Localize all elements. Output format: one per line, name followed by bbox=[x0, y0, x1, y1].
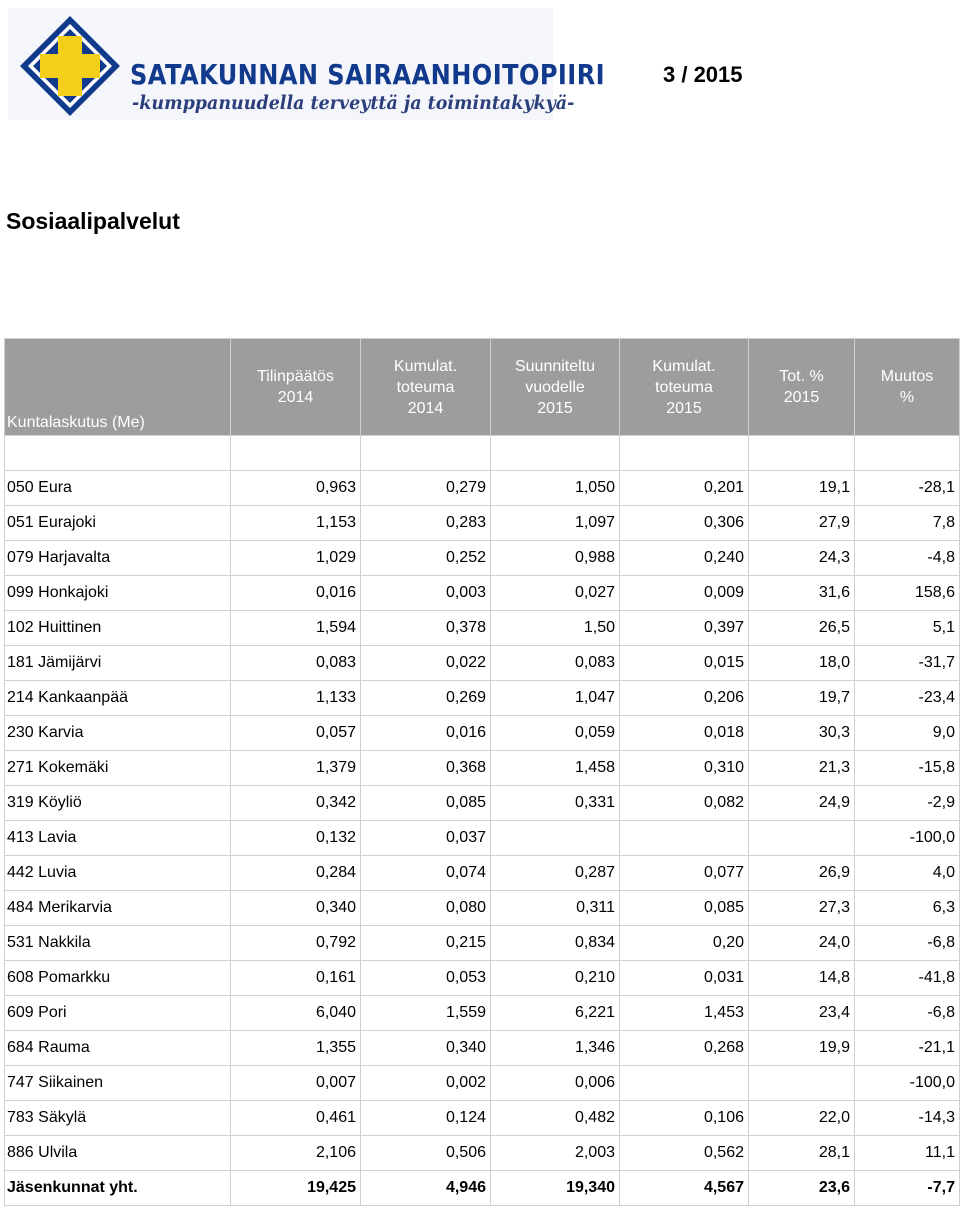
value-cell bbox=[620, 821, 749, 856]
column-header bbox=[620, 339, 749, 436]
value-cell: 0,003 bbox=[361, 576, 491, 611]
value-cell: 0,031 bbox=[620, 961, 749, 996]
column-header bbox=[855, 339, 960, 436]
value-cell: 0,059 bbox=[491, 716, 620, 751]
value-cell: 0,132 bbox=[231, 821, 361, 856]
value-cell: 0,053 bbox=[361, 961, 491, 996]
value-cell: 11,1 bbox=[855, 1136, 960, 1171]
value-cell bbox=[749, 821, 855, 856]
column-header-line: Suunniteltu bbox=[514, 357, 596, 375]
column-header-line: 2015 bbox=[666, 399, 702, 417]
municipality-cell: 609 Pori bbox=[5, 996, 231, 1031]
table-row bbox=[5, 1031, 960, 1066]
value-cell: 19,340 bbox=[491, 1171, 620, 1206]
value-cell: 0,340 bbox=[361, 1031, 491, 1066]
value-cell: 6,221 bbox=[491, 996, 620, 1031]
column-header bbox=[5, 339, 231, 436]
value-cell: 27,3 bbox=[749, 891, 855, 926]
value-cell: 22,0 bbox=[749, 1101, 855, 1136]
value-cell: 0,268 bbox=[620, 1031, 749, 1066]
value-cell: 14,8 bbox=[749, 961, 855, 996]
value-cell: 0,083 bbox=[491, 646, 620, 681]
value-cell: 0,482 bbox=[491, 1101, 620, 1136]
table-row bbox=[5, 891, 960, 926]
value-cell: -15,8 bbox=[855, 751, 960, 786]
municipality-cell: Jäsenkunnat yht. bbox=[5, 1171, 231, 1206]
municipality-cell: 531 Nakkila bbox=[5, 926, 231, 961]
value-cell: 0,082 bbox=[620, 786, 749, 821]
logo-slogan: -kumppanuudella terveyttä ja toimintakykyä- bbox=[132, 92, 575, 114]
municipality-cell: 271 Kokemäki bbox=[5, 751, 231, 786]
value-cell: 0,562 bbox=[620, 1136, 749, 1171]
table-row bbox=[5, 996, 960, 1031]
column-header-line: 2014 bbox=[407, 399, 444, 417]
value-cell: 0,306 bbox=[620, 506, 749, 541]
value-cell: -100,0 bbox=[855, 1066, 960, 1101]
value-cell: 0,037 bbox=[361, 821, 491, 856]
table-row bbox=[5, 506, 960, 541]
value-cell: -23,4 bbox=[855, 681, 960, 716]
value-cell: 27,9 bbox=[749, 506, 855, 541]
value-cell: 0,083 bbox=[231, 646, 361, 681]
table-row bbox=[5, 611, 960, 646]
value-cell: 0,461 bbox=[231, 1101, 361, 1136]
value-cell: 26,9 bbox=[749, 856, 855, 891]
column-header bbox=[361, 339, 491, 436]
value-cell: 6,040 bbox=[231, 996, 361, 1031]
table-row bbox=[5, 856, 960, 891]
value-cell: 1,559 bbox=[361, 996, 491, 1031]
value-cell: 0,206 bbox=[620, 681, 749, 716]
table-row bbox=[5, 646, 960, 681]
value-cell: 19,425 bbox=[231, 1171, 361, 1206]
value-cell: 2,106 bbox=[231, 1136, 361, 1171]
value-cell bbox=[491, 821, 620, 856]
municipality-cell: 886 Ulvila bbox=[5, 1136, 231, 1171]
value-cell: 6,3 bbox=[855, 891, 960, 926]
value-cell: 1,029 bbox=[231, 541, 361, 576]
value-cell bbox=[620, 1066, 749, 1101]
value-cell: -4,8 bbox=[855, 541, 960, 576]
value-cell: -31,7 bbox=[855, 646, 960, 681]
value-cell: 0,106 bbox=[620, 1101, 749, 1136]
value-cell: 4,567 bbox=[620, 1171, 749, 1206]
value-cell: 0,007 bbox=[231, 1066, 361, 1101]
table-row bbox=[5, 576, 960, 611]
table-row bbox=[5, 1101, 960, 1136]
value-cell: 0,342 bbox=[231, 786, 361, 821]
table-row bbox=[5, 821, 960, 856]
value-cell: 0,252 bbox=[361, 541, 491, 576]
value-cell: -41,8 bbox=[855, 961, 960, 996]
municipality-cell: 684 Rauma bbox=[5, 1031, 231, 1066]
value-cell: 0,006 bbox=[491, 1066, 620, 1101]
logo-title: SATAKUNNAN SAIRAANHOITOPIIRI bbox=[130, 58, 606, 91]
value-cell: 0,20 bbox=[620, 926, 749, 961]
municipality-cell: 319 Köyliö bbox=[5, 786, 231, 821]
value-cell: 0,085 bbox=[361, 786, 491, 821]
value-cell bbox=[749, 1066, 855, 1101]
value-cell: 19,9 bbox=[749, 1031, 855, 1066]
value-cell: 24,9 bbox=[749, 786, 855, 821]
value-cell: -14,3 bbox=[855, 1101, 960, 1136]
table-row bbox=[5, 786, 960, 821]
billing-table bbox=[4, 338, 960, 1206]
table-header-row bbox=[5, 339, 960, 436]
value-cell: 0,331 bbox=[491, 786, 620, 821]
value-cell: 23,6 bbox=[749, 1171, 855, 1206]
value-cell: 9,0 bbox=[855, 716, 960, 751]
value-cell: 0,016 bbox=[231, 576, 361, 611]
table-row bbox=[5, 751, 960, 786]
value-cell: 7,8 bbox=[855, 506, 960, 541]
value-cell: 0,284 bbox=[231, 856, 361, 891]
value-cell: 0,077 bbox=[620, 856, 749, 891]
value-cell: 0,085 bbox=[620, 891, 749, 926]
table-row bbox=[5, 681, 960, 716]
value-cell: 2,003 bbox=[491, 1136, 620, 1171]
value-cell: 19,7 bbox=[749, 681, 855, 716]
value-cell: 0,057 bbox=[231, 716, 361, 751]
value-cell: 30,3 bbox=[749, 716, 855, 751]
value-cell: 0,124 bbox=[361, 1101, 491, 1136]
value-cell: 0,240 bbox=[620, 541, 749, 576]
value-cell: 19,1 bbox=[749, 471, 855, 506]
value-cell: 4,0 bbox=[855, 856, 960, 891]
value-cell: 1,355 bbox=[231, 1031, 361, 1066]
column-header-line: 2015 bbox=[783, 389, 820, 406]
value-cell: 0,397 bbox=[620, 611, 749, 646]
section-title: Sosiaalipalvelut bbox=[6, 208, 180, 234]
value-cell: 0,201 bbox=[620, 471, 749, 506]
municipality-cell: 747 Siikainen bbox=[5, 1066, 231, 1101]
municipality-cell: 099 Honkajoki bbox=[5, 576, 231, 611]
value-cell: 0,215 bbox=[361, 926, 491, 961]
total-row bbox=[5, 1171, 960, 1206]
column-header-line: 2014 bbox=[277, 389, 314, 406]
column-header-line: vuodelle bbox=[525, 378, 585, 396]
value-cell: 0,378 bbox=[361, 611, 491, 646]
municipality-cell: 484 Merikarvia bbox=[5, 891, 231, 926]
municipality-cell: 608 Pomarkku bbox=[5, 961, 231, 996]
value-cell: 23,4 bbox=[749, 996, 855, 1031]
value-cell: 0,311 bbox=[491, 891, 620, 926]
value-cell: 0,506 bbox=[361, 1136, 491, 1171]
value-cell: 0,368 bbox=[361, 751, 491, 786]
value-cell: 0,269 bbox=[361, 681, 491, 716]
table-row bbox=[5, 1136, 960, 1171]
table-row bbox=[5, 961, 960, 996]
cross-diamond-icon bbox=[16, 12, 124, 120]
value-cell: 0,161 bbox=[231, 961, 361, 996]
value-cell: 24,0 bbox=[749, 926, 855, 961]
column-header-line: 2015 bbox=[537, 399, 573, 417]
table-row bbox=[5, 541, 960, 576]
value-cell: 0,963 bbox=[231, 471, 361, 506]
column-header-line: Kumulat. bbox=[652, 357, 716, 375]
value-cell: 1,346 bbox=[491, 1031, 620, 1066]
report-period: 3 / 2015 bbox=[663, 62, 743, 87]
column-header-line: Tot. % bbox=[779, 368, 824, 385]
municipality-cell: 050 Eura bbox=[5, 471, 231, 506]
municipality-cell: 783 Säkylä bbox=[5, 1101, 231, 1136]
value-cell: 0,210 bbox=[491, 961, 620, 996]
organization-logo bbox=[8, 8, 606, 120]
value-cell: 5,1 bbox=[855, 611, 960, 646]
value-cell: 0,074 bbox=[361, 856, 491, 891]
value-cell: 4,946 bbox=[361, 1171, 491, 1206]
value-cell: 0,340 bbox=[231, 891, 361, 926]
value-cell: 158,6 bbox=[855, 576, 960, 611]
value-cell: 28,1 bbox=[749, 1136, 855, 1171]
value-cell: 0,002 bbox=[361, 1066, 491, 1101]
column-header bbox=[749, 339, 855, 436]
table-row bbox=[5, 1066, 960, 1101]
value-cell: 1,594 bbox=[231, 611, 361, 646]
value-cell: 0,792 bbox=[231, 926, 361, 961]
value-cell: -6,8 bbox=[855, 996, 960, 1031]
municipality-cell: 442 Luvia bbox=[5, 856, 231, 891]
value-cell: -100,0 bbox=[855, 821, 960, 856]
value-cell: 0,009 bbox=[620, 576, 749, 611]
municipality-cell: 413 Lavia bbox=[5, 821, 231, 856]
value-cell: 18,0 bbox=[749, 646, 855, 681]
column-header-line: toteuma bbox=[396, 378, 455, 396]
table-row bbox=[5, 926, 960, 961]
value-cell: 1,379 bbox=[231, 751, 361, 786]
value-cell: 1,097 bbox=[491, 506, 620, 541]
table-row bbox=[5, 716, 960, 751]
value-cell: -6,8 bbox=[855, 926, 960, 961]
value-cell: 0,834 bbox=[491, 926, 620, 961]
value-cell: 0,080 bbox=[361, 891, 491, 926]
value-cell: 0,988 bbox=[491, 541, 620, 576]
column-header-line: Kuntalaskutus (Me) bbox=[7, 414, 145, 431]
value-cell: 0,287 bbox=[491, 856, 620, 891]
value-cell: 1,050 bbox=[491, 471, 620, 506]
column-header bbox=[231, 339, 361, 436]
municipality-cell: 230 Karvia bbox=[5, 716, 231, 751]
spacer-row bbox=[5, 436, 960, 471]
value-cell: 1,453 bbox=[620, 996, 749, 1031]
column-header-line: % bbox=[899, 389, 915, 406]
value-cell: -2,9 bbox=[855, 786, 960, 821]
value-cell: 24,3 bbox=[749, 541, 855, 576]
value-cell: -28,1 bbox=[855, 471, 960, 506]
municipality-cell: 079 Harjavalta bbox=[5, 541, 231, 576]
value-cell: 1,153 bbox=[231, 506, 361, 541]
value-cell: 26,5 bbox=[749, 611, 855, 646]
value-cell: 1,458 bbox=[491, 751, 620, 786]
value-cell: 0,310 bbox=[620, 751, 749, 786]
value-cell: -21,1 bbox=[855, 1031, 960, 1066]
value-cell: 1,50 bbox=[491, 611, 620, 646]
table-row bbox=[5, 471, 960, 506]
column-header bbox=[491, 339, 620, 436]
column-header-line: Tilinpäätös bbox=[257, 368, 334, 385]
value-cell: 0,027 bbox=[491, 576, 620, 611]
value-cell: 0,018 bbox=[620, 716, 749, 751]
value-cell: 21,3 bbox=[749, 751, 855, 786]
value-cell: 0,015 bbox=[620, 646, 749, 681]
value-cell: 0,016 bbox=[361, 716, 491, 751]
value-cell: 1,047 bbox=[491, 681, 620, 716]
municipality-cell: 214 Kankaanpää bbox=[5, 681, 231, 716]
value-cell: -7,7 bbox=[855, 1171, 960, 1206]
value-cell: 0,022 bbox=[361, 646, 491, 681]
column-header-line: Muutos bbox=[880, 368, 934, 385]
value-cell: 31,6 bbox=[749, 576, 855, 611]
municipality-cell: 181 Jämijärvi bbox=[5, 646, 231, 681]
value-cell: 0,279 bbox=[361, 471, 491, 506]
value-cell: 1,133 bbox=[231, 681, 361, 716]
value-cell: 0,283 bbox=[361, 506, 491, 541]
municipality-cell: 102 Huittinen bbox=[5, 611, 231, 646]
column-header-line: toteuma bbox=[655, 378, 713, 396]
municipality-cell: 051 Eurajoki bbox=[5, 506, 231, 541]
column-header-line: Kumulat. bbox=[393, 357, 458, 375]
